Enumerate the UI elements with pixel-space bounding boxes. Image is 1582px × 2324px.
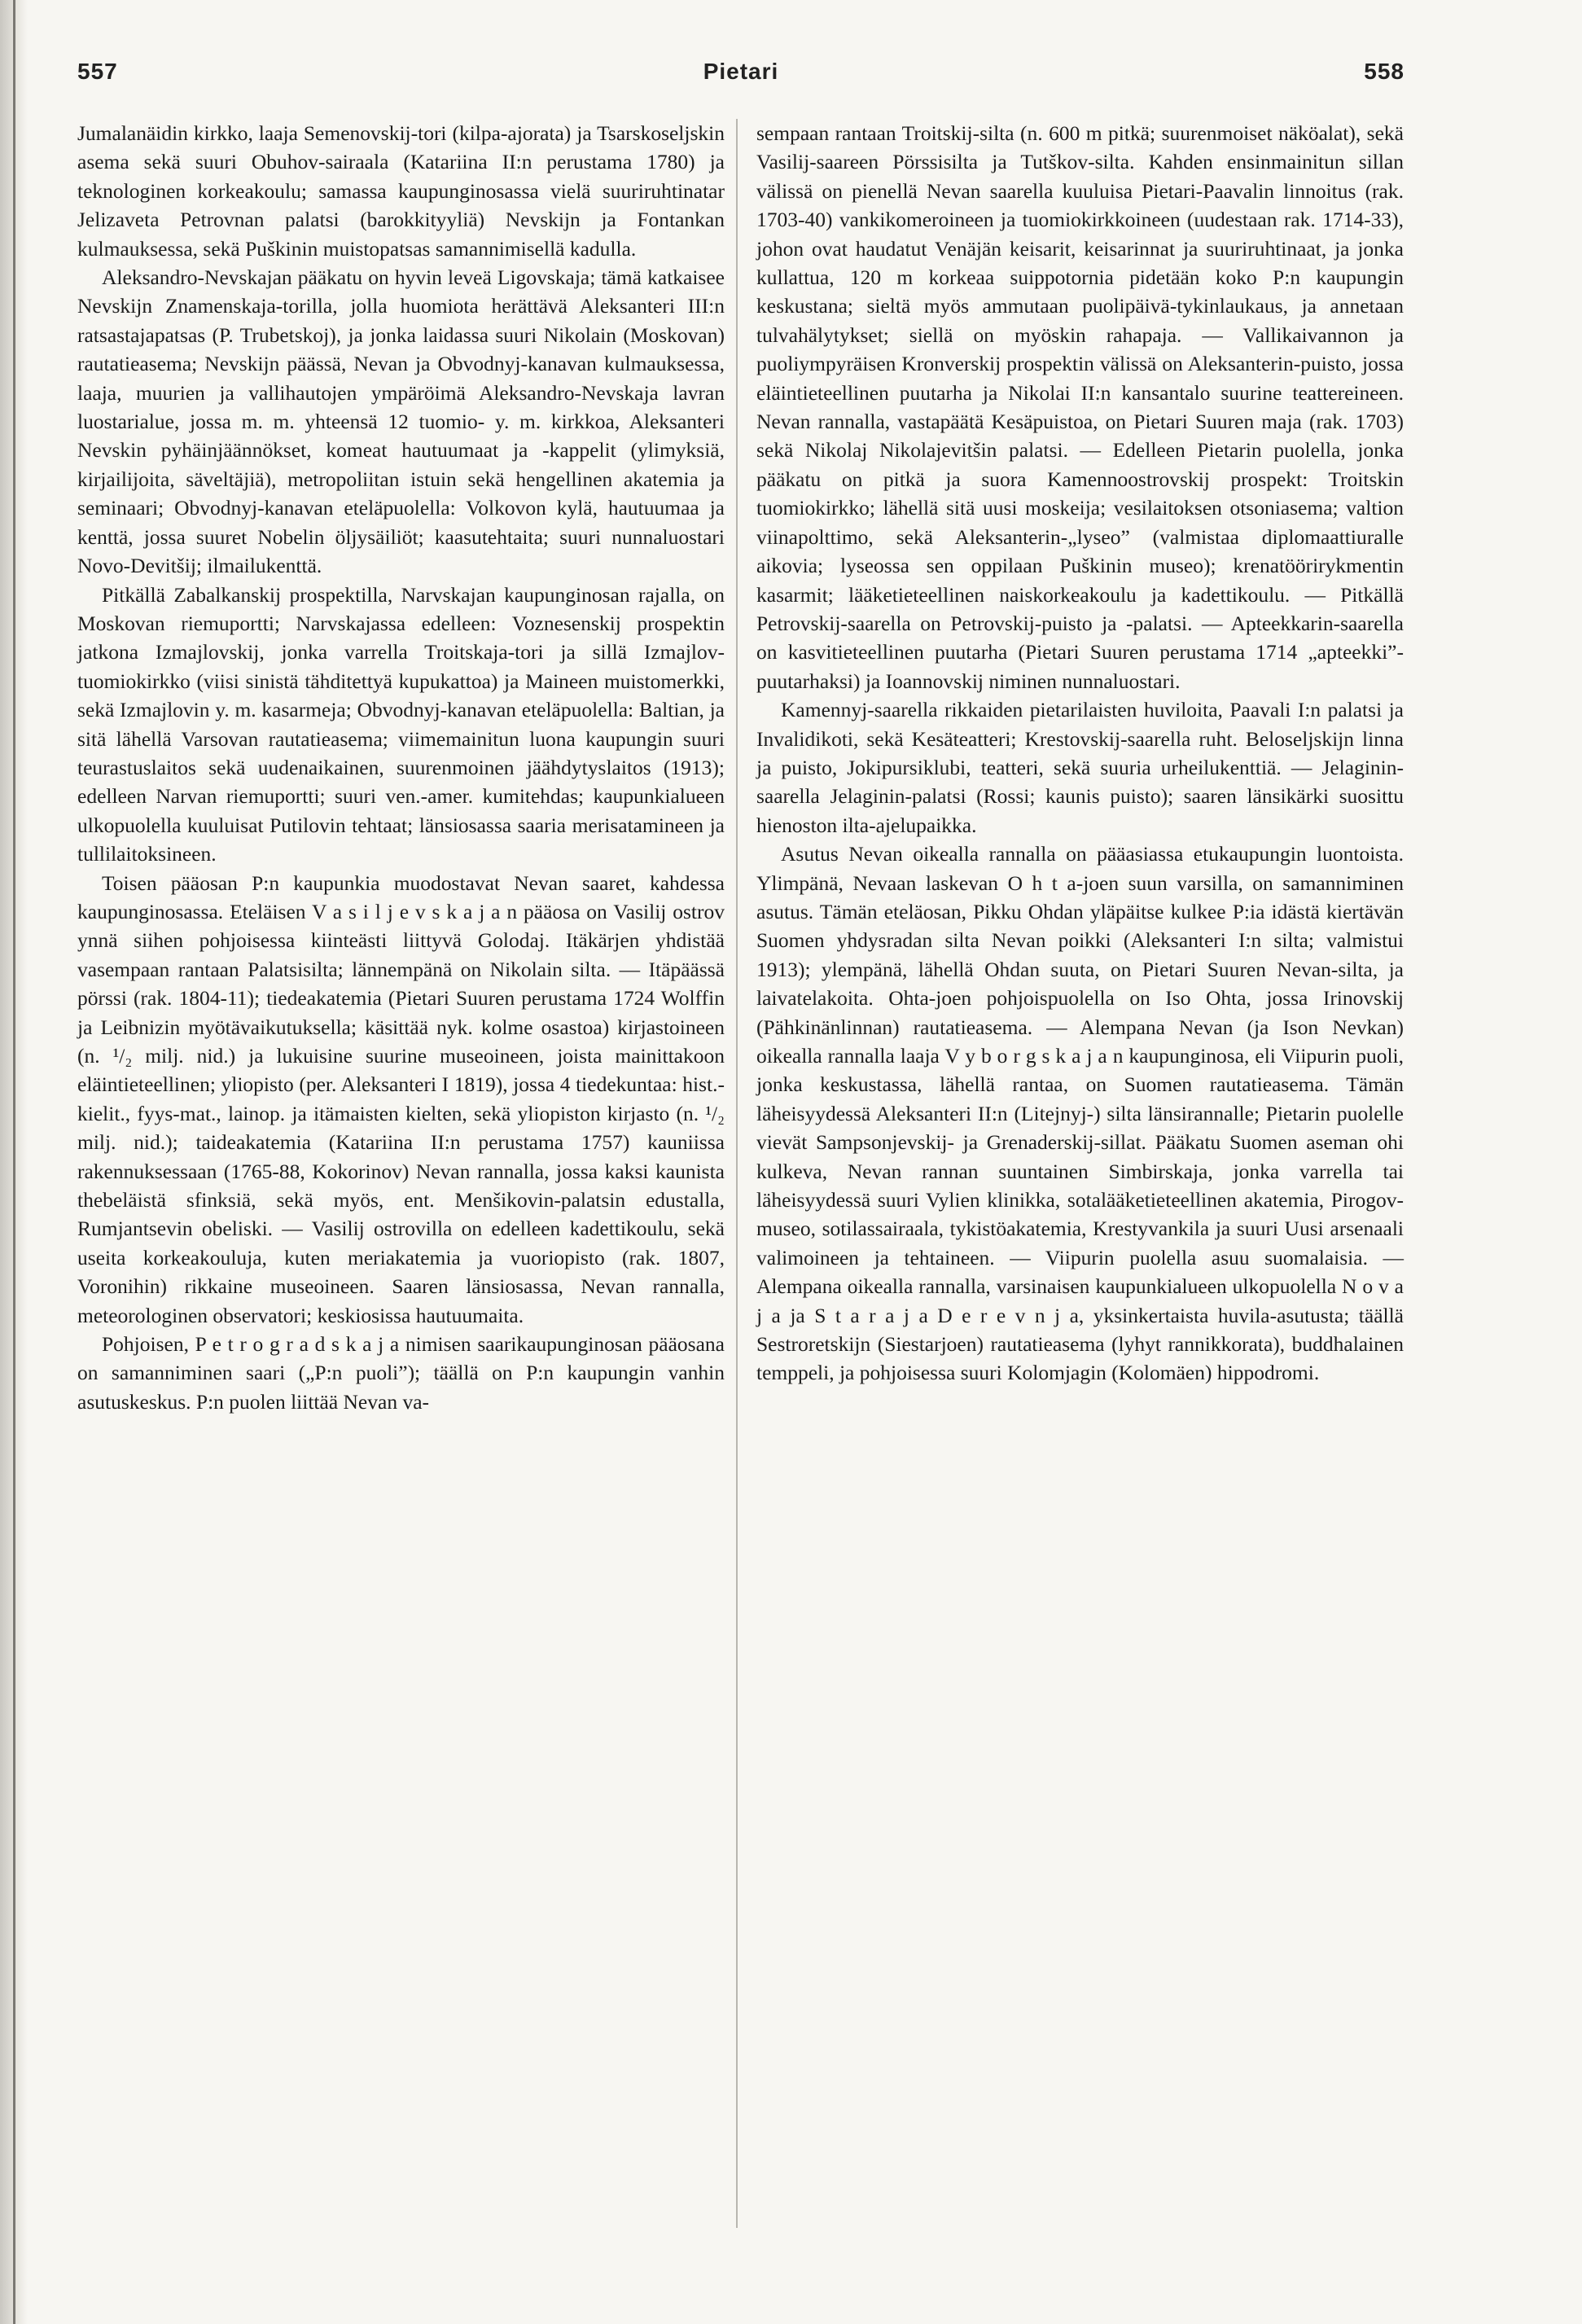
paragraph: Pohjoisen, P e t r o g r a d s k a j a nimisen saarikaupunginosan pääosana on samanniminen saari („P:n puoli”); täällä on P:n kaupungin vanhin asutuskeskus. P:n puolen liittää Nevan va- [77,1332,725,1414]
paragraph: Jumalanäidin kirkko, laaja Semenovskij-tori (kilpa-ajorata) ja Tsarskoseljskin asema sekä suuri Obuhov-sairaala (Katariina II:n perustama 1780) ja teknologinen korkeakoulu; samassa kaupunginosassa vielä suuriruhtinatar Jelizaveta Petrovnan palatsi (barokkityyliä) Nevskijn ja Fontankan kulmauksessa, sekä Puškinin muistopatsas samannimisellä kadulla. [77,121,725,261]
binding-edge-line [13,0,15,2324]
right-page-number: 558 [1364,59,1405,84]
paragraph: Toisen pääosan P:n kaupunkia muodostavat Nevan saaret, kahdessa kaupunginosassa. Eteläisen V a s i l j e v s k a j a n pääosa on Vasilij ostrov ynnä siihen pohjoisessa kiinteästi liittyvä Golodaj. Itäkärjen yhdistää vasempaan rantaan Palatsisilta; lännempänä on Nikolain silta. — Itäpäässä pörssi (rak. 1804-11); tiedeakatemia (Pietari Suuren perustama 1724 Wolffin ja Leibnizin myötävaikutuksella; käsittää nyk. kolme osastoa) kirjastoineen (n. ¹/₂ milj. nid.) ja lukuisine suurine museoineen, joista mainittakoon eläintieteellinen; yliopisto (per. Aleksanteri I 1819), jossa 4 tiedekuntaa: hist.-kielit., fyys-mat., lainop. ja itämaisten kielten, sekä yliopiston kirjasto (n. ¹/₂ milj. nid.); taideakatemia (Katariina II:n perustama 1757) kauniissa rakennuksessaan (1765-88, Kokorinov) Nevan rannalla, jossa kaksi kaunista thebeläistä sfinksiä, sekä myös, ent. Menšikovin-palatsin edustalla, Rumjantsevin obeliski. — Vasilij ostrovilla on edelleen kadettikoulu, sekä useita korkeakouluja, kuten meriakatemia ja vuoriopisto (rak. 1807, Voronihin) rikkaine museoineen. Saaren länsiosassa, Nevan rannalla, meteorologinen observatori; keskiosissa hautuumaita. [77,870,725,1327]
paragraph: Pitkällä Zabalkanskij prospektilla, Narvskajan kaupunginosan rajalla, on Moskovan riemuportti; Narvskajassa edelleen: Voznesenskij prospektin jatkona Izmajlovskij, jonka varrella Troitskaja-tori ja sillä Izmajlov-tuomiokirkko (viisi sinistä tähditettyä kupukattoa) ja Maineen muistomerkki, sekä Izmajlovin y. m. kasarmeja; Obvodnyj-kanavan eteläpuolella: Baltian, ja sitä lähellä Varsovan rautatieasema; viimemainitun luona kaupungin suuri teurastuslaitos sekä uudenaikainen, suurenmoinen jäähdytyslaitos (1913); edelleen Narvan riemuportti; suuri ven.-amer. kumitehdas; kaupunkialueen ulkopuolella kuuluisat Putilovin tehtaat; länsiosassa saaria merisatamineen ja tullilaitoksineen. [77,582,725,866]
right-column [756,119,1404,1388]
page-header [77,59,1405,98]
paragraph: Kamennyj-saarella rikkaiden pietarilaisten huviloita, Paavali I:n palatsi ja Invalidikoti, sekä Kesäteatteri; Krestovskij-saarella ruht. Beloseljskijn linna ja puisto, Jokipursiklubi, teatteri, sekä suuria urheilukenttiä. — Jelaginin-saarella Jelaginin-palatsi (Rossi; kaunis puisto); saaren länsikärki suosittu hienoston ilta-ajelupaikka. [756,698,1404,837]
paragraph: sempaan rantaan Troitskij-silta (n. 600 m pitkä; suurenmoiset näköalat), sekä Vasilij-saareen Pörssisilta ja Tutškov-silta. Kahden ensinmainitun sillan välissä on pienellä Nevan saarella kuuluisa Pietari-Paavalin linnoitus (rak. 1703-40) vankikomeroineen ja tuomiokirkkoineen (uudestaan rak. 1714-33), johon ovat haudatut Venäjän keisarit, keisarinnat ja suuriruhtinaat, ja jonka kullattua, 120 m korkeaa suippotornia pidetään koko P:n kaupungin keskustana; sieltä myös ammutaan puolipäivä-tykinlaukaus, ja annetaan tulvahälytykset; siellä on myöskin rahapaja. — Vallikaivannon ja puoliympyräisen Kronverskij prospektin välissä on Aleksanterin-puisto, jossa eläintieteellinen puutarha ja Nikolai II:n kansantalo suurine teattereineen. Nevan rannalla, vastapäätä Kesäpuistoa, on Pietari Suuren maja (rak. 1703) sekä Nikolaj Nikolajevitšin palatsi. — Edelleen Pietarin puolella, jonka pääkatu on pitkä ja suora Kamennoostrovskij prospekt: Troitskin tuomiokirkko; lähellä sitä uusi moskeija; vesilaitoksen otsoniasema; valtion viinapolttimo, sekä Aleksanterin-„lyseo” (valmistaa diplomaattiuralle aikovia; lyseossa sen oppilaan Puškinin museo); krenatöörirykmentin kasarmit; lääketieteellinen naiskorkeakoulu ja kadettikoulu. — Pitkällä Petrovskij-saarella on Petrovskij-puisto ja -palatsi. — Apteekkarin-saarella on kasvitieteellinen puutarha (Pietari Suuren perustama 1714 „apteekki”-puutarhaksi) ja Ioannovskij niminen nunnaluostari. [756,121,1404,693]
column-divider [736,119,738,2228]
left-column [77,119,725,1416]
running-title: Pietari [703,59,779,84]
left-page-number: 557 [77,59,118,84]
paragraph: Aleksandro-Nevskajan pääkatu on hyvin leveä Ligovskaja; tämä katkaisee Nevskijn Znamenskaja-torilla, jolla huomiota herättävä Aleksanteri III:n ratsastajapatsas (P. Trubetskoj), ja jonka laidassa suuri Nikolain (Moskovan) rautatieasema; Nevskijn päässä, Nevan ja Obvodnyj-kanavan kulmauksessa, laaja, muurien ja vallihautojen ympäröimä Aleksandro-Nevskaja lavran luostarialue, jossa m. m. yhteensä 12 tuomio- y. m. kirkkoa, Aleksanteri Nevskin pyhäinjäännökset, komeat hautuumaat ja -kappelit (ylimyksiä, kirjailijoita, säveltäjiä), metropoliitan istuin sekä hengellinen akatemia ja seminaari; Obvodnyj-kanavan eteläpuolella: Volkovon kylä, hautuumaa ja kenttä, jossa suuret Nobelin öljysäiliöt; kaasutehtaita; suuri nunnaluostari Novo-Devitšij; ilmailukenttä. [77,265,725,578]
paragraph: Asutus Nevan oikealla rannalla on pääasiassa etukaupungin luontoista. Ylimpänä, Nevaan laskevan O h t a-joen suun varsilla, on samanniminen asutus. Tämän eteläosan, Pikku Ohdan yläpäitse kulkee P:ia idästä kiertävän Suomen yhdysradan silta Nevan poikki (Aleksanteri I:n silta; valmistui 1913); ylempänä, lähellä Ohdan suuta, on Pietari Suuren Nevan-silta, ja laivatelakoita. Ohta-joen pohjoispuolella on Iso Ohta, jossa Irinovskij (Pähkinänlinnan) rautatieasema. — Alempana Nevan (ja Ison Nevkan) oikealla rannalla laaja V y b o r g s k a j a n kaupunginosa, eli Viipurin puoli, jonka keskustassa, lähellä rantaa, on Suomen rautatieasema. Tämän läheisyydessä Aleksanteri II:n (Litejnyj-) silta länsirannalle; Pietarin puolelle vievät Sampsonjevskij- ja Grenaderskij-sillat. Pääkatu Suomen aseman ohi kulkeva, Nevan rannan suuntainen Simbirskaja, jonka varrella tai läheisyydessä suuri Vylien klinikka, sotalääketieteellinen akatemia, Pirogov-museo, sotilassairaala, tykistöakatemia, Krestyvankila ja suuri Uusi arsenaali valimoineen ja tehtaineen. — Viipurin puolella asuu suomalaisia. — Alempana oikealla rannalla, varsinaisen kaupunkialueen ulkopuolella N o v a j a ja S t a r a j a D e r e v n j a, yksinkertaista huvila-asutusta; täällä Sestroretskijn (Siestarjoen) rautatieasema (lyhyt rannikkorata), buddhalainen temppeli, ja pohjoisessa suuri Kolomjagin (Kolomäen) hippodromi. [756,842,1404,1385]
